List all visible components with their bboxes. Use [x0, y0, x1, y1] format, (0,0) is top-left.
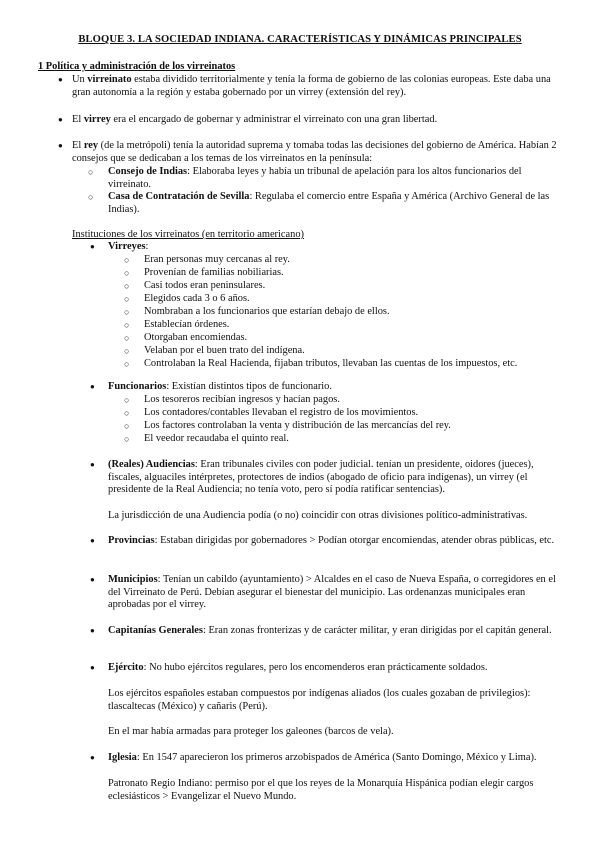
- document-title: BLOQUE 3. LA SOCIEDAD INDIANA. CARACTERÍSTICAS Y DINÁMICAS PRINCIPALES: [78, 34, 522, 45]
- ejercito-paragraph-1: Los ejércitos españoles estaban compuestos por indígenas aliados (los cuales gozaban de privilegios): tlascaltecas (México) y cañaris (Perú).: [108, 688, 531, 712]
- audiencias-paragraph: La jurisdicción de una Audiencia podía (o no) coincidir con otras divisiones político-administrativas.: [108, 510, 528, 521]
- ejercito-paragraph-2: En el mar había armadas para proteger los galeones (barcos de vela).: [108, 726, 394, 737]
- iglesia-paragraph: Patronato Regio Indiano: permiso por el que los reyes de la Monarquía Hispánica podían elegir cargos eclesiásticos > Evangelizar el Nuevo Mundo.: [108, 778, 534, 802]
- section-heading: 1 Política y administración de los virreinatos: [38, 61, 236, 72]
- instituciones-heading: Instituciones de los virreinatos (en territorio americano): [72, 229, 304, 240]
- document-page: BLOQUE 3. LA SOCIEDAD INDIANA. CARACTERÍSTICAS Y DINÁMICAS PRINCIPALES 1 Política y administración de los virreinatos Un virreinato estaba dividido territorialmente y tenía la forma de gobierno de las colonias europeas. Este daba una gran autonomía a la región y estaba gobernado por un virrey (extensión del rey). El virrey era el encargado de gobernar y administrar el virreinato con una gran libertad. El rey (de la metrópoli) tenía la autoridad suprema y tomaba todas las decisiones del gobierno de América. Habían 2 consejos que se dedicaban a los temas de los virreinatos en la península: Consejo de Indias: Elaboraba leyes y había un tribunal de apelación para los altos funcionarios del virreinato. Casa de Contratación de Sevilla: Regulaba el comercio entre España y América (Archivo General de las Indias). Instituciones de los virreinatos (en territorio americano) Virreyes: Eran personas muy cercanas al rey. Provenían de familias nobiliarias. Casi todos eran peninsulares. Elegidos cada 3 o 6 años. Nombraban a los funcionarios que estarían debajo de ellos. Establecían órdenes. Otorgaban encomiendas. Velaban por el buen trato del indígena. Controlaban la Real Hacienda, fijaban tributos, llevaban las cuentas de los impuestos, etc. Funcionarios: Existían distintos tipos de funcionario. Los tesoreros recibían ingresos y hacían pagos. Los contadores/contables llevaban el registro de los movimientos. Los factores controlaban la venta y distribución de las mercancías del rey. El veedor recaudaba el quinto real. (Reales) Audiencias: Eran tribunales civiles con poder judicial. tenían un presidente, oidores (jueces), fiscales, alguaciles intérpretes, protectores de indios (abogado de oficio para indígenas), un virrey (el presidente de la Real Audiencia; no tenía voto, pero sí podía ratificar sentencias). La jurisdicción de una Audiencia podía (o no) coincidir con otras divisiones político-administrativas. Provincias: Estaban dirigidas por gobernadores > Podían otorgar encomiendas, atender obras públicas, etc. Municipios: Tenían un cabildo (ayuntamiento) > Alcaldes en el caso de Nueva España, o corregidores en el del Virreinato de Perú. Debían asegurar el bienestar del municipio. Las ordenanzas municipales eran aprobadas por el virrey. Capitanías Generales: Eran zonas fronterizas y de carácter militar, y eran dirigidas por el capitán general. Ejército: No hubo ejércitos regulares, pero los encomenderos eran prácticamente soldados. Los ejércitos españoles estaban compuestos por indígenas aliados (los cuales gozaban de privilegios): tlascaltecas (México) y cañaris (Perú). En el mar había armadas para proteger los galeones (barcos de vela). Iglesia: En 1547 aparecieron los primeros arzobispados de América (Santo Domingo, México y Lima). Patronato Regio Indiano: permiso por el que los reyes de la Monarquía Hispánica podían elegir cargos eclesiásticos > Evangelizar el Nuevo Mundo.: [0, 0, 600, 848]
